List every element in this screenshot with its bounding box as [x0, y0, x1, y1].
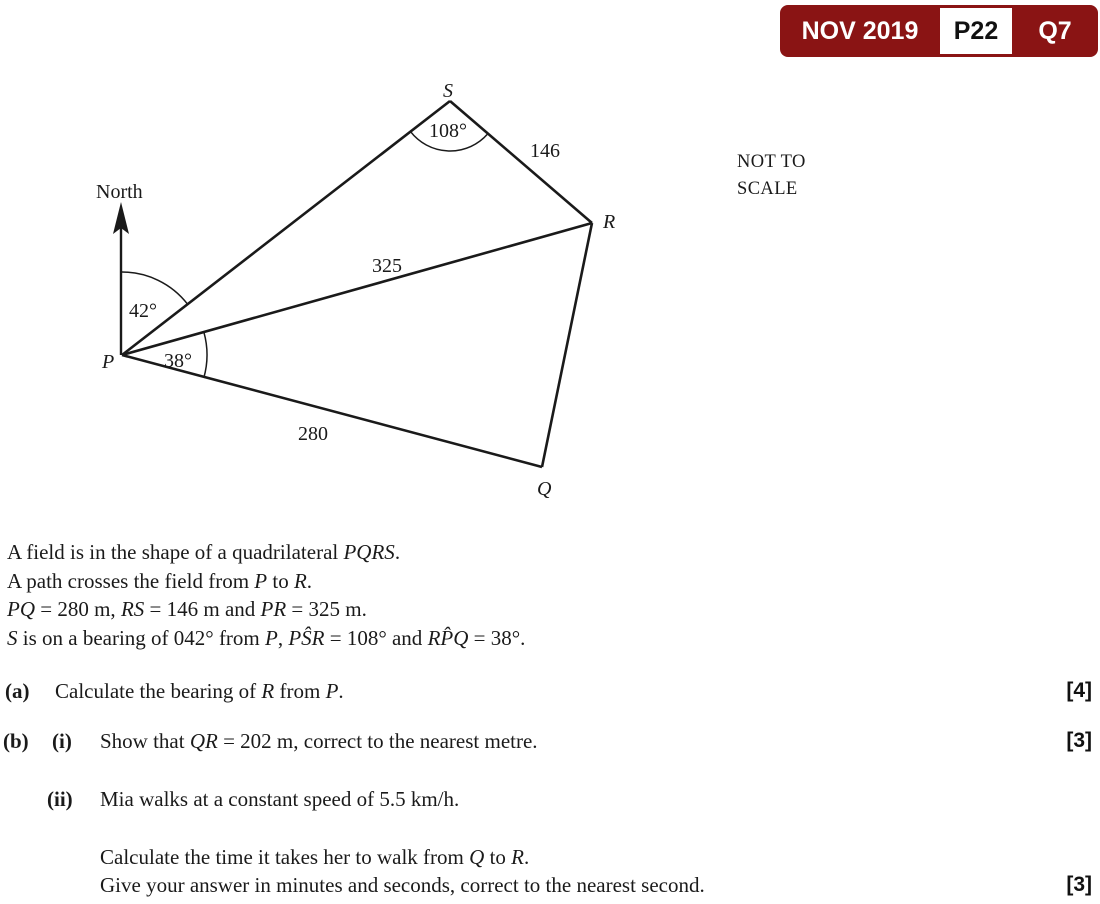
not-to-scale-note: [737, 149, 806, 203]
past-paper-badge: [780, 5, 1098, 57]
part-b-ii-text: Mia walks at a constant speed of 5.5 km/h.: [100, 787, 460, 811]
edge-SR: [450, 101, 592, 223]
problem-statement: [7, 538, 767, 652]
intro-line-1: A field is in the shape of a quadrilateral PQRS.: [7, 540, 401, 564]
vertex-label-Q: Q: [537, 478, 552, 500]
not-to-scale-line2: SCALE: [737, 179, 798, 199]
question-part-a: [0, 679, 1100, 708]
part-a-text: Calculate the bearing of R from P.: [55, 679, 344, 703]
vertex-label-S: S: [443, 80, 453, 102]
badge-paper-label: P22: [940, 8, 1012, 54]
vertex-label-P: P: [102, 351, 115, 373]
question-part-b-ii-cont1: [0, 845, 1100, 874]
part-b-i-label: (i): [52, 729, 72, 753]
part-b-i-marks: [3]: [1066, 729, 1092, 752]
part-b-ii-marks: [3]: [1066, 873, 1092, 896]
not-to-scale-line1: NOT TO: [737, 152, 806, 172]
angle-label-38: 38°: [164, 350, 192, 372]
part-b-i-text: Show that QR = 202 m, correct to the nearest metre.: [100, 729, 538, 753]
length-label-RS: 146: [530, 140, 560, 162]
part-b-ii-cont1-text: Calculate the time it takes her to walk from Q to R.: [100, 845, 530, 869]
intro-line-2: A path crosses the field from P to R.: [7, 568, 313, 593]
path-PR: [122, 223, 592, 355]
angle-label-42: 42°: [129, 300, 157, 322]
question-part-b-ii-cont2: [0, 873, 1100, 902]
intro-line-4: S is on a bearing of 042° from P, PŜR = 108° and RP̂Q = 38°.: [7, 625, 526, 650]
part-b-ii-label: (ii): [47, 787, 73, 811]
part-a-label: (a): [5, 679, 30, 703]
question-part-b-ii: [0, 787, 1100, 816]
part-b-label: (b): [3, 729, 29, 753]
length-label-PQ: 280: [298, 423, 328, 445]
badge-question-label: Q7: [1038, 16, 1072, 45]
intro-line-3: PQ = 280 m, RS = 146 m and PR = 325 m.: [7, 597, 367, 621]
length-label-PR: 325: [372, 255, 402, 277]
part-a-marks: [4]: [1066, 679, 1092, 702]
angle-label-108: 108°: [429, 120, 467, 142]
arc-angle-RPQ-38: [204, 332, 207, 378]
north-label: North: [96, 181, 143, 203]
question-part-b-i: [0, 729, 1100, 758]
field-diagram: [0, 55, 680, 525]
vertex-label-R: R: [603, 211, 616, 233]
edge-PS: [122, 101, 450, 355]
edge-QR: [542, 223, 592, 467]
part-b-ii-cont2-text: Give your answer in minutes and seconds, correct to the nearest second.: [100, 873, 705, 897]
badge-session-label: NOV 2019: [801, 16, 919, 45]
